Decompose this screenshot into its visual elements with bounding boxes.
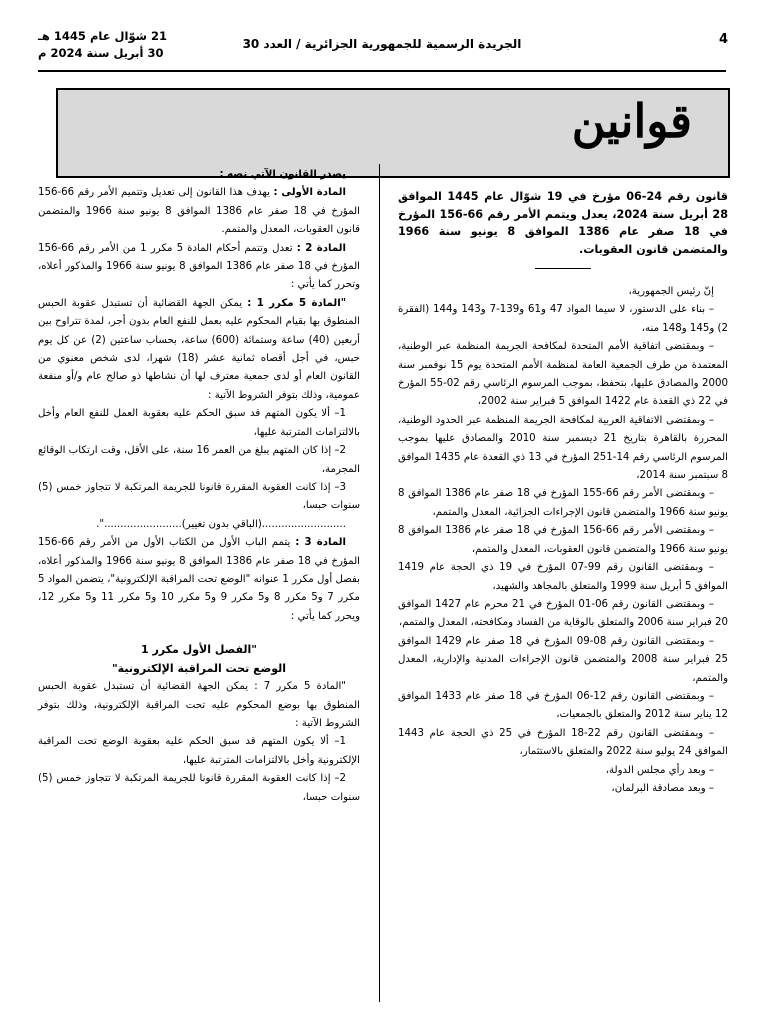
condition: 2– إذا كان المتهم يبلغ من العمر 16 سنة، على الأقل، وقت ارتكاب الوقائع المجرمة، bbox=[38, 445, 360, 475]
recital: – وبمقتضى القانون رقم 06-01 المؤرخ في 21 محرم عام 1427 الموافق 20 فبراير سنة 2006 والمتعلق بالوقاية من الفساد ومكافحته، المعدل والمتمم، bbox=[398, 598, 728, 629]
law-heading: قانون رقم 24-06 مؤرخ في 19 شوّال عام 1445 الموافق 28 أبريل سنة 2024، يعدل ويتمم الأمر رقم 66-156 المؤرخ في 18 صفر عام 1386 الموافق 8 يونيو سنة 1966 والمتضمن قانون العقوبات. bbox=[398, 190, 728, 256]
unchanged-note: ..........................(الباقي بدون تغيير)........................". bbox=[96, 518, 346, 530]
recital: – وبمقتضى الاتفاقية العربية لمكافحة الجريمة المنظمة عبر الحدود الوطنية، المحررة بالقاهرة بتاريخ 21 ديسمبر سنة 2010 والمصادق عليها بموجب المرسوم الرئاسي رقم 14-251 المؤرخ في 13 ذي القعدة عام 1435 الموافق 8 سبتمبر سنة 2014، bbox=[398, 414, 728, 482]
article-5bis7 bbox=[38, 678, 360, 733]
article-text: تعدل وتتمم أحكام المادة 5 مكرر 1 من الأمر رقم 66-156 المؤرخ في 18 صفر عام 1386 الموافق 8 يونيو سنة 1966 والمذكور أعلاه، وتحرر كما يأتي : bbox=[38, 242, 361, 291]
spacer bbox=[38, 626, 360, 640]
section-title: قوانين bbox=[571, 94, 692, 148]
condition: 1– ألا يكون المتهم قد سبق الحكم عليه بعقوبة الوضع تحت المراقبة الإلكترونية وأخل بالالتزامات المترتبة عليها، bbox=[38, 736, 360, 766]
chapter-title: "الفصل الأول مكرر 1 bbox=[140, 643, 258, 657]
recital: – وبمقتضى الأمر رقم 66-155 المؤرخ في 18 صفر عام 1386 الموافق 8 يونيو سنة 1966 والمتضمن قانون الإجراءات الجزائية، المعدل والمتمم، bbox=[398, 488, 728, 518]
condition: 2– إذا كانت العقوبة المقررة قانونا للجريمة المرتكبة لا تتجاوز خمس (5) سنوات حبسا، bbox=[38, 773, 360, 803]
issue-date bbox=[38, 28, 167, 62]
recital: – وبمقتضى القانون رقم 12-06 المؤرخ في 18 صفر عام 1433 الموافق 12 يناير سنة 2012 والمتعلق بالجمعيات، bbox=[398, 690, 728, 721]
article-text: يمكن الجهة القضائية أن تستبدل عقوبة الحبس المنطوق بها بوضع المحكوم عليه تحت المراقبة الإلكترونية، وذلك بتوفر الشروط الآتية : bbox=[38, 681, 360, 729]
gazette-page bbox=[38, 28, 726, 1008]
recital: – وبمقتضى القانون رقم 22-18 المؤرخ في 25 ذي الحجة عام 1443 الموافق 24 يوليو سنة 2022 والمتعلق بالاستثمار، bbox=[398, 727, 728, 758]
article-3 bbox=[38, 534, 360, 626]
recital: – وبمقتضى القانون رقم 99-07 المؤرخ في 19 ذي الحجة عام 1419 الموافق 5 أبريل سنة 1999 والمتعلق بالمجاهد والشهيد، bbox=[398, 562, 728, 592]
recital: – وبمقتضى اتفاقية الأمم المتحدة لمكافحة الجريمة المنظمة عبر الوطنية، المعتمدة من طرف الجمعية العامة لمنظمة الأمم المتحدة يوم 15 نوفمبر سنة 2000 والمصادق عليها، بتحفظ، بموجب المرسوم الرئاسي رقم 02-55 المؤرخ في 22 ذي القعدة عام 1422 الموافق 5 فبراير سنة 2002، bbox=[398, 341, 728, 408]
recital: – وبمقتضى القانون رقم 08-09 المؤرخ في 18 صفر عام 1429 الموافق 25 فبراير سنة 2008 والمتضمن قانون الإجراءات المدنية والإدارية، المعدل والمتمم، bbox=[398, 635, 728, 684]
page-header bbox=[38, 28, 726, 72]
recital: – وبمقتضى الأمر رقم 66-156 المؤرخ في 18 صفر عام 1386 الموافق 8 يونيو سنة 1966 والمتضمن قانون العقوبات، المعدل والمتمم، bbox=[398, 525, 728, 555]
promulgation-line: يصدر القانون الآتي نصه : bbox=[219, 169, 346, 180]
article-5bis1 bbox=[38, 295, 360, 405]
recital: – وبعد مصادقة البرلمان، bbox=[611, 782, 714, 794]
heading-rule bbox=[535, 268, 591, 269]
section-title-box bbox=[56, 88, 730, 178]
recital: – وبعد رأي مجلس الدولة، bbox=[605, 764, 714, 776]
article-2 bbox=[38, 240, 360, 295]
left-column bbox=[38, 166, 360, 807]
recital: – بناء على الدستور، لا سيما المواد 47 و61 و139-7 و143 و144 (الفقرة 2) و145 و148 منه، bbox=[398, 304, 728, 334]
article-text: يتمم الباب الأول من الكتاب الأول من الأمر رقم 66-156 المؤرخ في 18 صفر عام 1386 الموافق 8 يونيو سنة 1966 والمذكور أعلاه، بفصل أول مكرر 1 عنوانه "الوضع تحت المراقبة الإلكترونية"، يتضمن المواد 5 مكرر 7 و5 مكرر 8 و5 مكرر 9 و5 مكرر 10 و5 مكرر 11 و5 مكرر 12، ويحرر كما يأتي : bbox=[38, 537, 361, 622]
date-gregorian: 30 أبريل سنة 2024 م bbox=[38, 46, 164, 60]
article-label: المادة 3 : bbox=[295, 537, 347, 549]
article-label: "المادة 5 مكرر 1 : bbox=[247, 297, 347, 309]
article-1 bbox=[38, 184, 360, 239]
date-hijri: 21 شوّال عام 1445 هـ bbox=[38, 29, 168, 43]
chapter-subtitle: الوضع تحت المراقبة الإلكترونية" bbox=[111, 662, 287, 676]
article-text: يهدف هذا القانون إلى تعديل وتتميم الأمر رقم 66-156 المؤرخ في 18 صفر عام 1386 الموافق 8 يونيو سنة 1966 والمتضمن قانون العقوبات، المعدل والمتمم. bbox=[38, 187, 360, 236]
journal-title: الجريدة الرسمية للجمهورية الجزائرية / العدد 30 bbox=[242, 37, 522, 51]
page-number: 4 bbox=[718, 32, 728, 47]
column-divider bbox=[379, 164, 380, 1002]
article-label: "المادة 5 مكرر 7 : bbox=[254, 681, 346, 693]
condition: 3– إذا كانت العقوبة المقررة قانونا للجريمة المرتكبة لا تتجاوز خمس (5) سنوات حبسا، bbox=[38, 481, 360, 512]
right-column bbox=[398, 188, 728, 798]
condition: 1– ألا يكون المتهم قد سبق الحكم عليه بعقوبة العمل للنفع العام وأخل بالالتزامات المترتبة عليها، bbox=[38, 408, 360, 438]
president-line: إنّ رئيس الجمهورية، bbox=[628, 286, 714, 297]
article-label: المادة 2 : bbox=[296, 242, 346, 254]
article-text: يمكن الجهة القضائية أن تستبدل عقوبة الحبس المنطوق بها بقيام المحكوم عليه بعمل للنفع العام بدون أجر، لمدة تتراوح بين أربعين (40) ساعة وستمائة (600) ساعة، بحساب ساعتين (2) عن كل يوم حبس، في أجل أقصاه ثمانية عشر (18) شهرا، لدى شخص معنوي من القانون العام أو لدى جمعية معترف لها أن نشاطها ذو صالح عام و/أو منفعة عمومية، وذلك بتوفر الشروط الآتية : bbox=[38, 297, 361, 401]
article-label: المادة الأولى : bbox=[273, 187, 346, 199]
